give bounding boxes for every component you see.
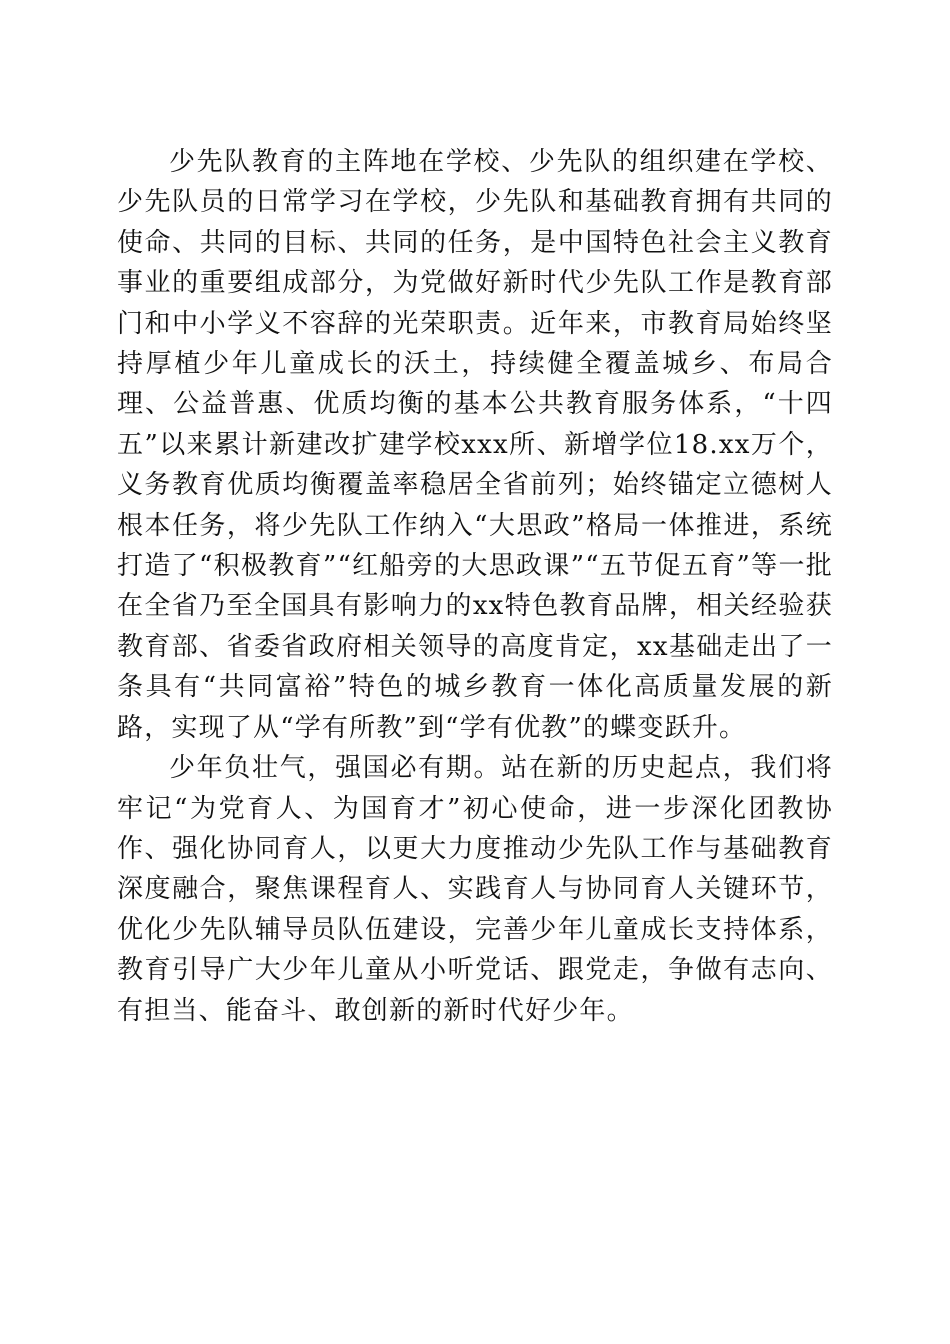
paragraph-1: 少先队教育的主阵地在学校、少先队的组织建在学校、少先队员的日常学习在学校，少先队和基础教育拥有共同的使命、共同的目标、共同的任务，是中国特色社会主义教育事业的重要组成部分，为党做好新时代少先队工作是教育部门和中小学义不容辞的光荣职责。近年来，市教育局始终坚持厚植少年儿童成长的沃土，持续健全覆盖城乡、布局合理、公益普惠、优质均衡的基本公共教育服务体系，“十四五”以来累计新建改扩建学校xxx所、新增学位18.xx万个，义务教育优质均衡覆盖率稳居全省前列；始终锚定立德树人根本任务，将少先队工作纳入“大思政”格局一体推进，系统打造了“积极教育”“红船旁的大思政课”“五节促五育”等一批在全省乃至全国具有影响力的xx特色教育品牌，相关经验获教育部、省委省政府相关领导的高度肯定，xx基础走出了一条具有“共同富裕”特色的城乡教育一体化高质量发展的新路，实现了从“学有所教”到“学有优教”的蝶变跃升。 [117, 147, 833, 743]
document-body [117, 142, 833, 1031]
paragraph-2: 少年负壮气，强国必有期。站在新的历史起点，我们将牢记“为党育人、为国育才”初心使命，进一步深化团教协作、强化协同育人，以更大力度推动少先队工作与基础教育深度融合，聚焦课程育人、实践育人与协同育人关键环节，优化少先队辅导员队伍建设，完善少年儿童成长支持体系，教育引导广大少年儿童从小听党话、跟党走，争做有志向、有担当、能奋斗、敢创新的新时代好少年。 [117, 753, 833, 1026]
